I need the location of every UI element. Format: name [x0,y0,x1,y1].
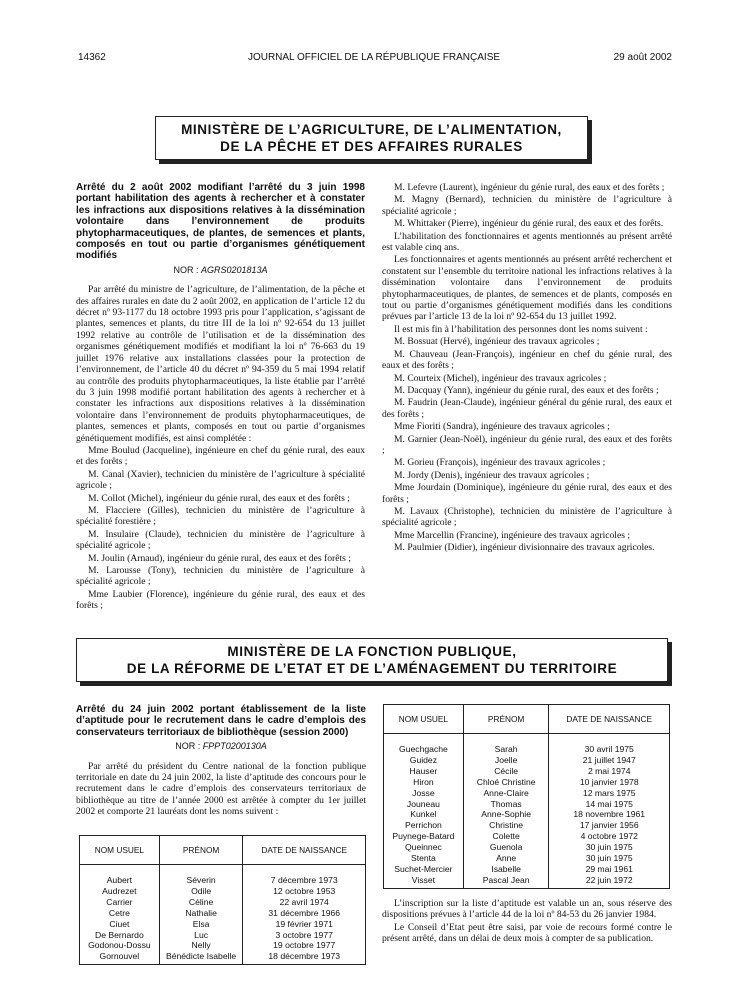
surname-cell: Ciuet [80,919,160,930]
birthdate-cell: 29 mai 1961 [549,864,670,875]
ministry-fonction-publique-banner [76,638,668,682]
firstname-cell: Odile [159,886,243,897]
surname-cell: Hauser [384,766,464,777]
arrete-agriculture-left-column [76,182,365,613]
arrete-paragraph: Mme Marcellin (Francine), ingénieure des travaux agricoles ; [394,529,631,541]
birthdate-cell: 30 juin 1975 [549,853,670,864]
arrete-paragraph: Mme Fioriti (Sandra), ingénieure des travaux agricoles ; [394,421,610,433]
table-row [80,897,366,908]
arrete-paragraph: M. Insulaire (Claude), technicien du ministère de l’agriculture à spécialité agricole ; [76,528,365,552]
ministry-title-line: MINISTÈRE DE L’AGRICULTURE, DE L’ALIMENTATION, [181,122,562,137]
birthdate-cell: 31 décembre 1966 [243,908,366,919]
surname-cell: Jouneau [384,799,464,810]
table-row [384,875,670,888]
arrete-fonction-publique-closing [382,898,672,946]
column-header: PRÉNOM [463,705,549,734]
birthdate-cell: 21 juillet 1947 [549,755,670,766]
firstname-cell: Séverin [159,865,243,886]
surname-cell: Josse [384,788,464,799]
birthdate-cell: 22 juin 1972 [549,875,670,888]
arrete-paragraph: M. Flacciere (Gilles), technicien du ministère de l’agriculture à spécialité forestière ; [76,504,365,528]
arrete-paragraph: Il est mis fin à l’habilitation des personnes dont les noms suivent : [394,323,648,335]
column-header: NOM USUEL [384,705,464,734]
arrete-paragraph: M. Courteix (Michel), ingénieur des travaux agricoles ; [394,372,607,384]
surname-cell: Carrier [80,897,160,908]
ministry-agriculture-banner [155,116,588,160]
arrete-paragraph: Par arrêté du président du Centre national de la fonction publique territoriale en date du 24 juin 2002, la liste d’aptitude des concours pour le recrutement dans le cadre d’emplois des conservateurs territoriaux de bibliothèque au titre de l’année 2000 est arrêtée à compter du 1er juillet 2002 et comporte 21 lauréats dont les noms suivent : [76,760,366,818]
birthdate-cell: 18 novembre 1961 [549,809,670,820]
issue-date: 29 août 2002 [613,52,672,63]
birthdate-cell: 4 octobre 1972 [549,831,670,842]
table-row [384,788,670,799]
firstname-cell: Anne-Claire [463,788,549,799]
laureates-table-right [383,704,670,889]
arrete-paragraph: Le Conseil d’Etat peut être saisi, par voie de recours formé contre le présent arrêté, dans un délai de deux mois à compter de sa publication. [382,921,672,945]
firstname-cell: Pascal Jean [463,875,549,888]
arrete-paragraph: M. Chauveau (Jean-François), ingénieur en chef du génie rural, des eaux et des forêts ; [382,348,672,372]
table-row [384,853,670,864]
firstname-cell: Colette [463,831,549,842]
arrete-paragraph: M. Garnier (Jean-Noël), ingénieur du génie rural, des eaux et des forêts ; [382,433,672,456]
arrete-paragraph: Mme Boulud (Jacqueline), ingénieure en chef du génie rural, des eaux et des forêts ; [76,444,365,468]
surname-cell: Visset [384,875,464,888]
surname-cell: Kunkel [384,809,464,820]
laureates-table-left [79,835,366,965]
surname-cell: Queinnec [384,842,464,853]
table-row [384,842,670,853]
arrete-paragraph: M. Lefevre (Laurent), ingénieur du génie rural, des eaux et des forêts ; [394,182,665,193]
table-row [384,755,670,766]
journal-title: JOURNAL OFFICIEL DE LA RÉPUBLIQUE FRANÇAISE [247,52,501,63]
surname-cell: Godonou-Dossu [80,940,160,951]
nor-code: FPPT0200130A [202,741,267,752]
firstname-cell: Joelle [463,755,549,766]
table-row [384,777,670,788]
birthdate-cell: 3 octobre 1977 [243,930,366,941]
birthdate-cell: 19 février 1971 [243,919,366,930]
arrete-paragraph: Mme Laubier (Florence), ingénieure du génie rural, des eaux et des forêts ; [76,588,365,612]
firstname-cell: Elsa [159,919,243,930]
table-row [384,766,670,777]
birthdate-cell: 10 janvier 1978 [549,777,670,788]
ministry-title-line: MINISTÈRE DE LA FONCTION PUBLIQUE, [227,644,517,659]
arrete-paragraph: L’inscription sur la liste d’aptitude est valable un an, sous réserve des dispositions prévues à l’article 44 de la loi nº 84-53 du 26 janvier 1984. [382,898,672,921]
surname-cell: Audrezet [80,886,160,897]
column-header: NOM USUEL [80,836,160,865]
ministry-title-line: DE LA PÊCHE ET DES AFFAIRES RURALES [220,139,523,154]
surname-cell: Guechgache [384,734,464,755]
arrete-title: Arrêté du 2 août 2002 modifiant l’arrêté du 3 juin 1998 portant habilitation des agents à rechercher et à constater les infractions aux dispositions relatives à la dissémination volontaire dans l’environnement de produits phytopharmaceutiques, de plantes, de semences et plants, composés en tout ou partie d’organismes génétiquement modifiés [76,182,365,262]
firstname-cell: Luc [159,930,243,941]
surname-cell: Guidez [384,755,464,766]
arrete-paragraph: M. Collot (Michel), ingénieur du génie rural, des eaux et des forêts ; [88,492,350,504]
arrete-paragraph: L’habilitation des fonctionnaires et agents mentionnés au présent arrêté est valable cinq ans. [382,230,672,254]
birthdate-cell: 30 juin 1975 [549,842,670,853]
surname-cell: Hiron [384,777,464,788]
birthdate-cell: 30 avril 1975 [549,734,670,755]
page-number: 14362 [78,52,106,63]
arrete-paragraph: M. Joulin (Arnaud), ingénieur du génie rural, des eaux et des forêts ; [88,552,351,564]
birthdate-cell: 19 octobre 1977 [243,940,366,951]
surname-cell: Aubert [80,865,160,886]
arrete-paragraph: Mme Jourdain (Dominique), ingénieure du génie rural, des eaux et des forêts ; [382,482,672,505]
firstname-cell: Guenola [463,842,549,853]
column-header: DATE DE NAISSANCE [549,705,670,734]
arrete-paragraph: M. Lavaux (Christophe), technicien du ministère de l’agriculture à spécialité agricole ; [382,505,672,529]
surname-cell: Perrichon [384,820,464,831]
table-row [80,865,366,886]
firstname-cell: Céline [159,897,243,908]
arrete-paragraph: M. Larousse (Tony), technicien du ministère de l’agriculture à spécialité agricole ; [76,565,365,588]
birthdate-cell: 18 décembre 1973 [243,951,366,964]
firstname-cell: Christine [463,820,549,831]
arrete-paragraph: M. Canal (Xavier), technicien du ministère de l’agriculture à spécialité agricole ; [76,468,365,492]
firstname-cell: Bénédicte Isabelle [159,951,243,964]
firstname-cell: Cécile [463,766,549,777]
birthdate-cell: 22 avril 1974 [243,897,366,908]
arrete-paragraph: M. Paulmier (Didier), ingénieur divisionnaire des travaux agricoles. [394,542,655,554]
birthdate-cell: 17 janvier 1956 [549,820,670,831]
table-row [80,908,366,919]
nor-code: AGRS0201813A [200,264,268,275]
table-row [384,831,670,842]
firstname-cell: Chloé Christine [463,777,549,788]
table-row [384,734,670,755]
arrete-agriculture-right-column [382,182,672,555]
nor-reference: NOR : AGRS0201813A [173,264,268,275]
page-header [0,52,748,66]
arrete-paragraph: M. Dacquay (Yann), ingénieur du génie rural, des eaux et des forêts ; [394,384,659,396]
column-header: PRÉNOM [159,836,243,865]
table-row [384,820,670,831]
birthdate-cell: 12 octobre 1953 [243,886,366,897]
arrete-paragraph: M. Whittaker (Pierre), ingénieur du génie rural, des eaux et des forêts. [394,218,664,230]
surname-cell: Cetre [80,908,160,919]
surname-cell: Puynege-Batard [384,831,464,842]
firstname-cell: Nathalie [159,908,243,919]
arrete-paragraph: Par arrêté du ministre de l’agriculture, de l’alimentation, de la pêche et des affaires rurales en date du 2 août 2002, en application de l’article 12 du décret nº 93-1177 du 18 octobre 1993 pris pour l’application, s’agissant de plantes, semences et plants, du titre III de la loi nº 92-654 du 13 juillet 1992 relative au contrôle de l’utilisation et de la dissémination des organismes génétiquement modifiés et modifiant la loi nº 76-663 du 19 juillet 1976 relative aux installations classées pour la protection de l’environnement, de l’article 40 du décret nº 94-359 du 5 mai 1994 relatif au contrôle des produits phytopharmaceutiques, la liste établie par l’arrêté du 3 juin 1998 modifié portant habilitation des agents à rechercher et à constater les infractions aux dispositions relatives à la dissémination volontaire dans l’environnement de produits phytopharmaceutiques, de plantes, semences et plants, composés en tout ou partie d’organismes génétiquement modifiés, est ainsi complétée : [76,284,365,444]
birthdate-cell: 12 mars 1975 [549,788,670,799]
table-row [384,864,670,875]
firstname-cell: Anne [463,853,549,864]
surname-cell: Stenta [384,853,464,864]
firstname-cell: Isabelle [463,864,549,875]
birthdate-cell: 2 mai 1974 [549,766,670,777]
birthdate-cell: 14 mai 1975 [549,799,670,810]
table-row [384,799,670,810]
ministry-title-line: DE LA RÉFORME DE L’ETAT ET DE L’AMÉNAGEMENT DU TERRITOIRE [126,661,618,676]
firstname-cell: Sarah [463,734,549,755]
table-row [80,919,366,930]
firstname-cell: Anne-Sophie [463,809,549,820]
birthdate-cell: 7 décembre 1973 [243,865,366,886]
arrete-paragraph: Les fonctionnaires et agents mentionnés au présent arrêté recherchent et constatent sur l’ensemble du territoire national les infractions relatives à la dissémination volontaire dans l’environnement de produits phytopharmaceutiques, de plantes, de semences et de plants, composés en tout ou partie d’organismes génétiquement modifiés dans les conditions prévues par l’article 13 de la loi nº 92-654 du 13 juillet 1992. [382,254,672,323]
table-row [384,809,670,820]
surname-cell: De Bernardo [80,930,160,941]
arrete-paragraph: M. Faudrin (Jean-Claude), ingénieur général du génie rural, des eaux et des forêts ; [382,397,672,420]
table-row [80,951,366,964]
arrete-paragraph: M. Gorieu (François), ingénieur des travaux agricoles ; [394,457,606,469]
table-row [80,940,366,951]
arrete-fonction-publique-left-column [76,704,366,819]
arrete-paragraph: M. Jordy (Denis), ingénieur des travaux agricoles ; [394,469,590,481]
column-header: DATE DE NAISSANCE [243,836,366,865]
surname-cell: Gornouvel [80,951,160,964]
firstname-cell: Nelly [159,940,243,951]
table-row [80,886,366,897]
nor-reference: NOR : FPPT0200130A [175,741,267,752]
surname-cell: Suchet-Mercier [384,864,464,875]
arrete-title: Arrêté du 24 juin 2002 portant établissement de la liste d’aptitude pour le recrutement dans le cadre d’emplois des conservateurs territoriaux de bibliothèque (session 2000) [76,704,366,738]
firstname-cell: Thomas [463,799,549,810]
table-row [80,930,366,941]
arrete-paragraph: M. Bossuat (Hervé), ingénieur des travaux agricoles ; [394,336,600,348]
arrete-paragraph: M. Magny (Bernard), technicien du ministère de l’agriculture à spécialité agricole ; [382,194,672,217]
